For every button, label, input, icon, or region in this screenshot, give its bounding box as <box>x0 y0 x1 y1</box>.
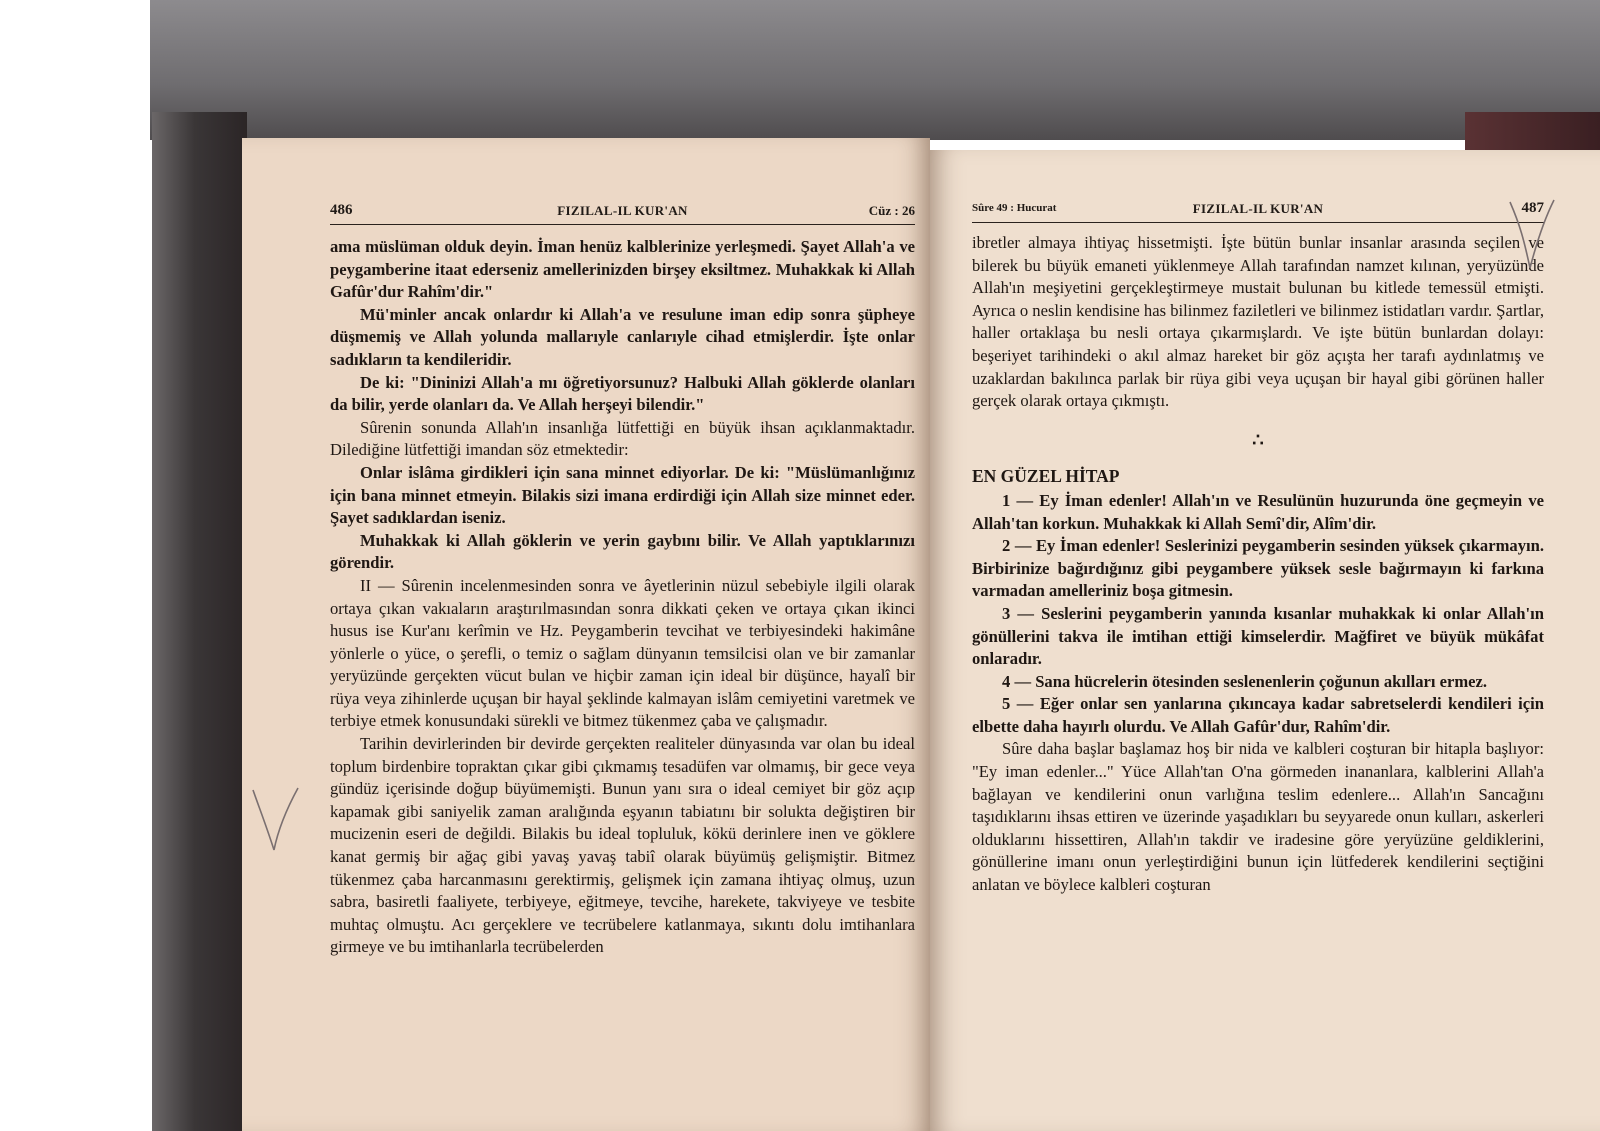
right-page-body <box>972 232 1544 897</box>
paragraph: 2 — Ey İman edenler! Seslerinizi peygamberin sesinden yüksek çıkarmayın. Birbirinize bağırdığınız gibi peygambere yüksek sesle bağırmayın ki farkına varmadan amelleriniz boşa gitmesin. <box>972 536 1544 601</box>
juz-label: Cüz : 26 <box>868 203 915 218</box>
paragraph: Onlar islâma girdikleri için sana minnet ediyorlar. De ki: "Müslümanlığınız için bana minnet etmeyin. Bilakis sizi imana erdirdiği için Allah size minnet eder. Şayet sadıklardan iseniz. <box>330 462 915 528</box>
paragraph: Muhakkak ki Allah göklerin ve yerin gaybını bilir. Ve Allah yaptıklarınızı görendir. <box>330 530 915 573</box>
right-page-verses <box>972 490 1544 897</box>
paragraph: Sûrenin sonunda Allah'ın insanlığa lütfettiği en büyük ihsan açıklanmaktadır. Dilediğine lütfettiği imandan söz etmektedir: <box>330 417 915 460</box>
paragraph: ibretler almaya ihtiyaç hissetmişti. İşte bütün bunlar insanlar arasında seçilen ve bilerek bu büyük emaneti yüklenmeye Allah tarafından namzet kılınan, yeryüzünde Allah'ın meşiyetini gerçekleştirmeye mustait bulunan bu kitlede temessül etmişti. Ayrıca o neslin kendisine has bilinmez faziletleri ve bilinmez istidatları vardır. Şartlar, haller ortaklaşa bu nesli ortaya çıkarmışlardı. Ve işte bütün bunlardan dolayı: beşeriyet tarihindeki o akıl almaz hareket bir göz açışta her tarafı aydınlatmış ve uzaklardan bakılınca parlak bir rüya gibi veya uçuşan bir hayal gibi görünen haller gerçek olarak ortaya çıkmıştı. <box>972 233 1544 411</box>
page-number: 487 <box>1521 200 1544 216</box>
page-number: 486 <box>330 202 353 218</box>
paragraph: Mü'minler ancak onlardır ki Allah'a ve resulune iman edip sonra şüpheye düşmemiş ve Allah yolunda mallarıyle canlarıyle cihad etmişlerdir. İşte onlar sadıkların ta kendileridir. <box>330 304 915 369</box>
book-title: FIZILAL-IL KUR'AN <box>1192 201 1324 216</box>
paragraph: 1 — Ey İman edenler! Allah'ın ve Resulünün huzurunda öne geçmeyin ve Allah'tan korkun. Muhakkak ki Allah Semî'dir, Alîm'dir. <box>972 490 1544 533</box>
right-page-top-text <box>972 232 1544 413</box>
paragraph: Sûre daha başlar başlamaz hoş bir nida ve kalbleri coşturan bir hitapla başlıyor: "Ey iman edenler..." Yüce Allah'tan O'na görmeden inananlara, kalblerini Allah'a bağlayan ve kendilerini onun varlığına teslim edenlere... Allah'ın Sancağını taşıdıklarını ihsas ettiren ve üzerinde yaşadıkları bu seyyarede onun kulları, askerleri olduklarını hissettiren, Allah'ın takdir ve iradesine göre yeryüzüne geldiklerini, gönüllerine imanı onun yerleştirdiğini bunun için lütfederek kendilerini seçtiğini anlatan ve böylece kalbleri coşturan <box>972 739 1544 895</box>
left-running-head <box>330 202 915 225</box>
paragraph: ama müslüman olduk deyin. İman henüz kalblerinize yerleşmedi. Şayet Allah'a ve peygamberine itaat ederseniz amellerinizden birşey eksiltmez. Muhakkak ki Allah Gafûr'dur Rahîm'dir." <box>330 237 915 302</box>
surah-reference: Sûre 49 : Hucurat <box>972 202 1057 214</box>
paragraph: II — Sûrenin incelenmesinden sonra ve âyetlerinin nüzul sebebiyle ilgili olarak ortaya çıkan vakıaların araştırılmasından sonra dikkati çeken ve ortaya çıkan ikinci husus ise Kur'anı kerîmin ve Hz. Peygamberin tevcihat ve terbiyesindeki hakimâne yönlerle o yüce, o şerefli, o temiz o sağlam dünyanın temsilcisi olan ve bir zamanlar yeryüzünde gerçekten vücut bulan ve hiçbir zaman için ideal bir düşünce, hayalî bir rüya veya zihinlerde uçuşan bir hayal şeklinde kalmayan islâm cemiyetini varetmek ve terbiye etmek konusundaki sürekli ve bitmez tükenmez çaba ve çalışmadır. <box>330 575 915 731</box>
paragraph: 4 — Sana hücrelerin ötesinden seslenenlerin çoğunun akılları ermez. <box>1002 671 1488 691</box>
right-running-head <box>972 200 1544 223</box>
left-page <box>242 138 930 1131</box>
paragraph: 3 — Seslerini peygamberin yanında kısanlar muhakkak ki onlar Allah'ın gönüllerini takva ile imtihan ettiği kimselerdir. Mağfiret ve büyük mükâfat onlaradır. <box>972 603 1544 669</box>
paragraph: Tarihin devirlerinden bir devirde gerçekten realiteler dünyasında var olan bu ideal toplum birdenbire topraktan çıkar gibi çıkmamış tesadüfen var olmamış, bir gece veya gündüz içerisinde doğup büyümemişti. Bunun yanı sıra o ideal cemiyet bir göz açıp kapamak gibi saniyelik zaman aralığında eşyanın tabiatını bir solukta değiştiren bir mucizenin eseri de değildi. Bilakis bu ideal topluluk, kökü derinlere inen ve göklere kanat germiş bir ağaç gibi yavaş yavaş tabiî olarak büyümüş gelişmiştir. Bitmez tükenmez çaba harcanmasını gerektirmiş, gelişmek için zamana ihtiyaç olmuş, uzun sabra, basiretli faaliyete, terbiyeye, eğitmeye, tevcihe, harekete, takviyeye ve tesbite muhtaç olmuştu. Acı gerçeklere ve tecrübelere katlanmaya, sıkıntı dolu imtihanlara girmeye ve bu imtihanlarla tecrübelerden <box>330 734 915 957</box>
left-page-body <box>330 236 915 959</box>
book-title: FIZILAL-IL KUR'AN <box>557 203 688 218</box>
section-heading: EN GÜZEL HİTAP <box>972 466 1120 487</box>
scanner-margin <box>0 0 150 1131</box>
book-page-edges <box>152 112 247 1131</box>
right-page <box>930 150 1600 1131</box>
paragraph: 5 — Eğer onlar sen yanlarına çıkıncaya kadar sabretselerdi kendileri için elbette daha hayırlı olurdu. Ve Allah Gafûr'dur, Rahîm'dir. <box>972 694 1544 736</box>
paragraph: De ki: "Dininizi Allah'a mı öğretiyorsunuz? Halbuki Allah göklerde olanları da bilir, yerde olanları da. Ve Allah herşeyi bilendir." <box>330 372 915 415</box>
section-separator: ∴ <box>1252 429 1264 450</box>
